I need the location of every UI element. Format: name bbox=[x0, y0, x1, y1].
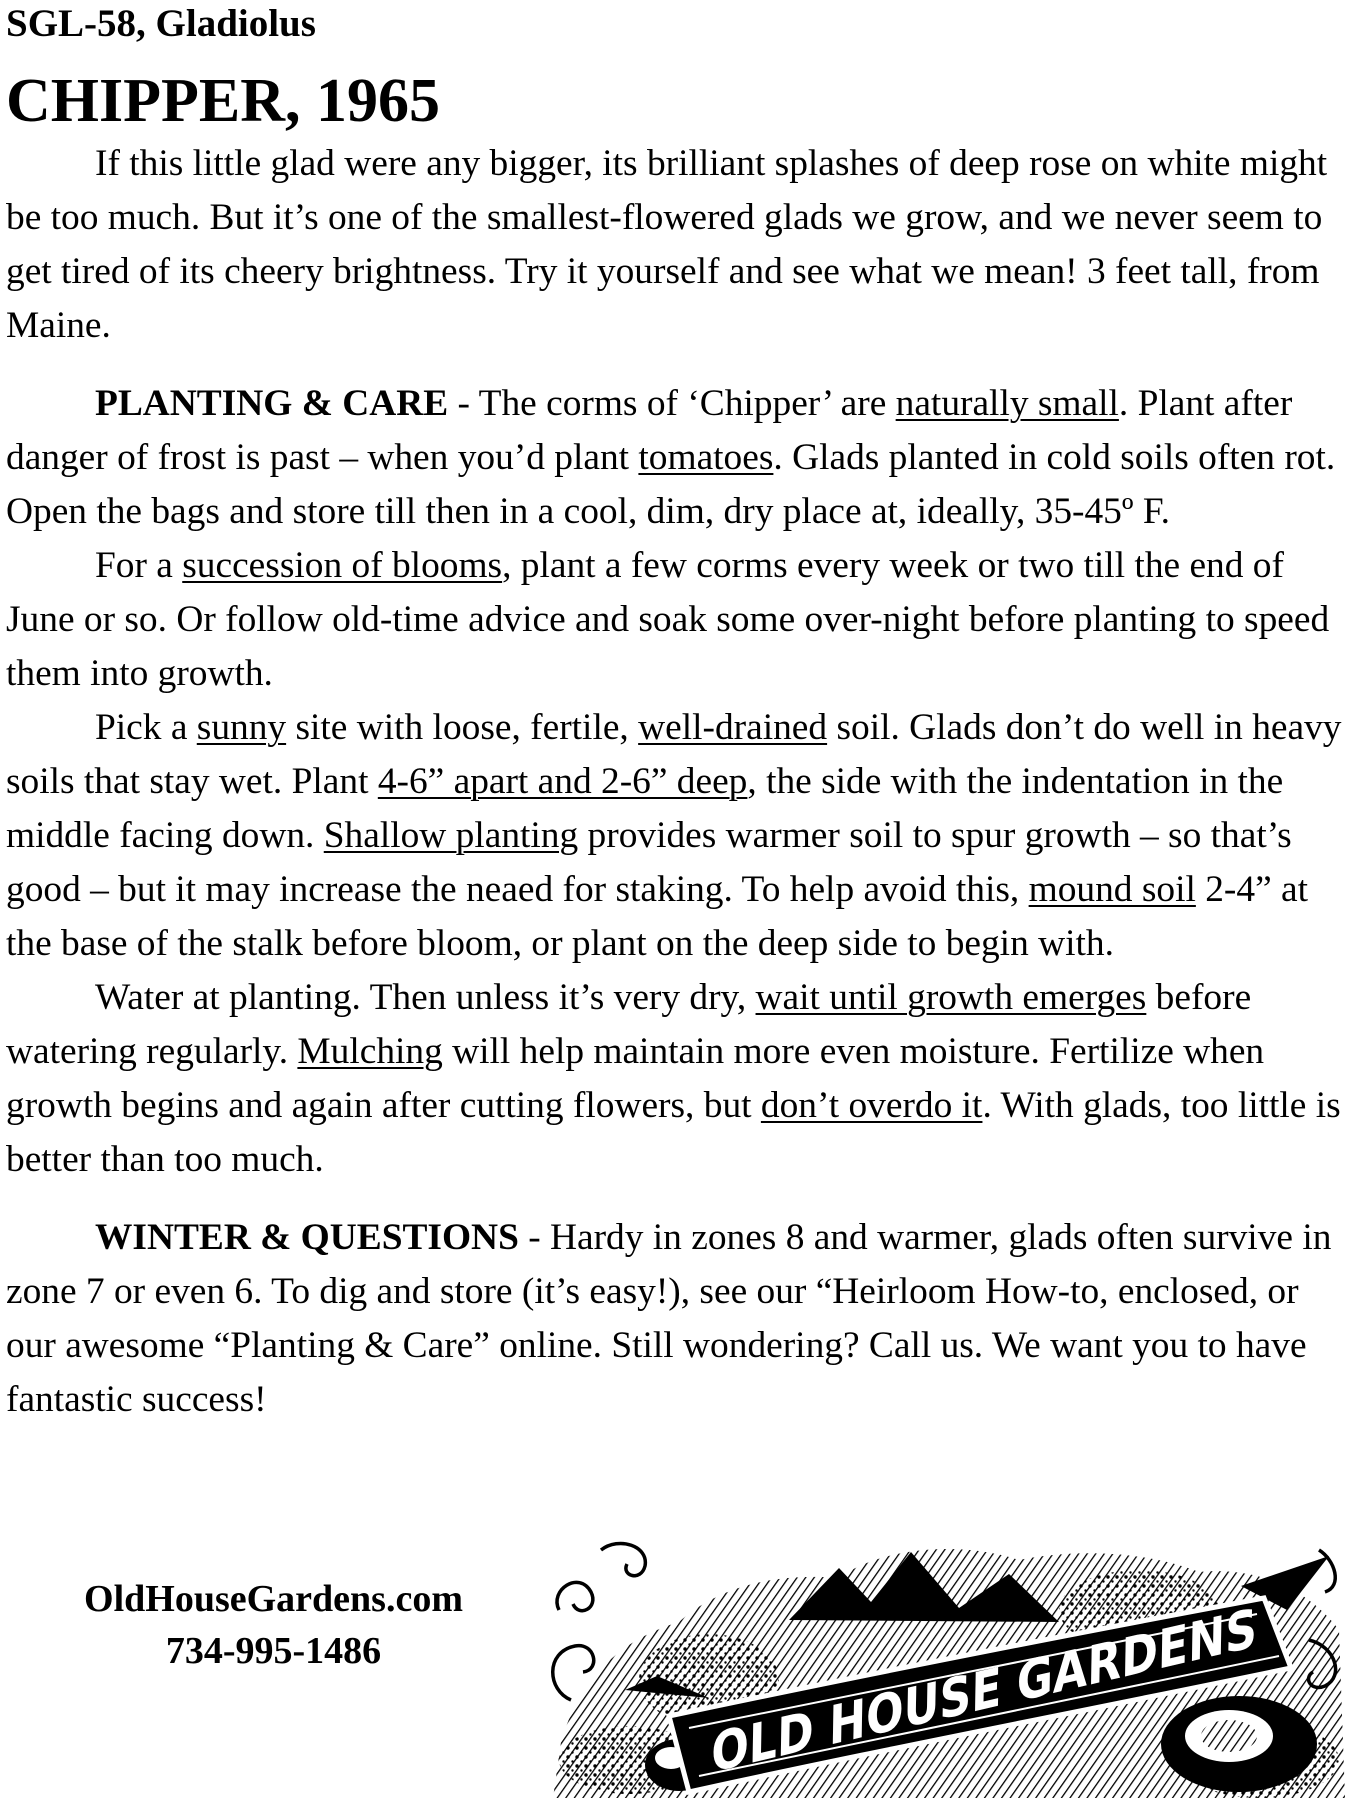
planting-heading: PLANTING & CARE bbox=[95, 383, 449, 424]
underlined-phrase: 4-6” apart and 2-6” deep bbox=[377, 761, 748, 802]
underlined-phrase: sunny bbox=[196, 707, 287, 748]
underlined-phrase: well-drained bbox=[638, 707, 828, 748]
planting-paragraph-2: For a succession of blooms, plant a few corms every week or two till the end of June or so. Or follow old-time advice and soak some over-night before planting to speed them into growth. bbox=[6, 545, 1330, 694]
variety-title: CHIPPER, 1965 bbox=[6, 67, 440, 135]
winter-paragraph: WINTER & QUESTIONS - Hardy in zones 8 and warmer, glads often survive in zone 7 or even 6. To dig and store (it’s easy!), see our “Heirloom How-to, enclosed, or our awesome “Planting & Care” online. Still wondering? Call us. We want you to have fantastic success! bbox=[6, 1217, 1332, 1420]
old-house-gardens-logo bbox=[539, 1530, 1350, 1798]
winter-heading: WINTER & QUESTIONS bbox=[95, 1217, 519, 1258]
phone-number: 734-995-1486 bbox=[165, 1630, 382, 1672]
intro-paragraph: If this little glad were any bigger, its brilliant splashes of deep rose on white might be too much. But it’s one of the smallest-flowered glads we grow, and we never seem to get tired of its cheery brightness. Try it yourself and see what we mean! 3 feet tall, from Maine. bbox=[6, 143, 1328, 346]
planting-paragraph-1: PLANTING & CARE - The corms of ‘Chipper’ are naturally small. Plant after danger of frost is past – when you’d plant tomatoes. Glads planted in cold soils often rot. Open the bags and store till then in a cool, dim, dry place at, ideally, 35-45º F. bbox=[6, 383, 1336, 532]
product-line: SGL-58, Gladiolus bbox=[6, 2, 316, 45]
planting-paragraph-3: Pick a sunny site with loose, fertile, well-drained soil. Glads don’t do well in heavy soils that stay wet. Plant 4-6” apart and 2-6” deep, the side with the indentation in the middle facing down. Shallow planting provides warmer soil to spur growth – so that’s good – but it may increase the neaed for staking. To help avoid this, mound soil 2-4” at the base of the stalk before bloom, or plant on the deep side to begin with. bbox=[6, 707, 1342, 964]
website-url: OldHouseGardens.com bbox=[84, 1578, 463, 1620]
underlined-phrase: naturally small bbox=[895, 383, 1119, 424]
instruction-sheet bbox=[6, 0, 1342, 1800]
underlined-phrase: don’t overdo it bbox=[760, 1085, 983, 1126]
underlined-phrase: mound soil bbox=[1028, 869, 1196, 910]
body-text bbox=[6, 137, 1342, 1427]
logo-wordmark: OLD HOUSE GARDENS bbox=[710, 1578, 1338, 1786]
underlined-phrase: Mulching bbox=[297, 1031, 443, 1072]
underlined-phrase: wait until growth emerges bbox=[755, 977, 1147, 1018]
underlined-phrase: tomatoes bbox=[638, 437, 774, 478]
underlined-phrase: succession of blooms bbox=[182, 545, 503, 586]
contact-block bbox=[16, 1573, 531, 1677]
planting-paragraph-4: Water at planting. Then unless it’s very dry, wait until growth emerges before watering regularly. Mulching will help maintain more even moisture. Fertilize when growth begins and again after cutting flowers, but don’t overdo it. With glads, too little is better than too much. bbox=[6, 977, 1341, 1180]
underlined-phrase: Shallow planting bbox=[323, 815, 579, 856]
